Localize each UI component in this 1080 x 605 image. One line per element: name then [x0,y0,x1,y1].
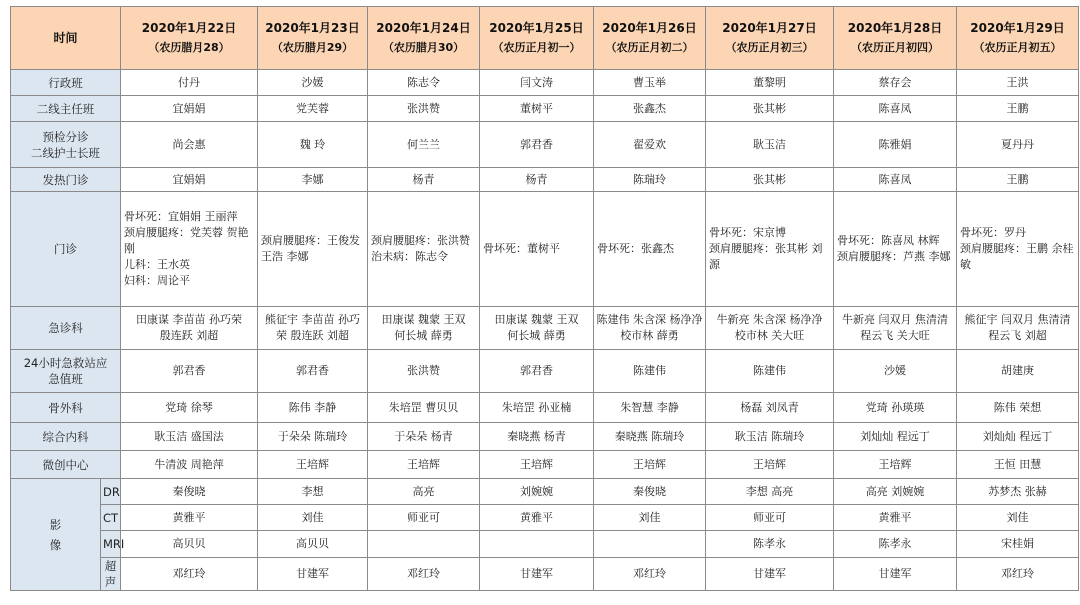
table-row [11,192,1079,307]
schedule-cell: 陈喜凤 [834,168,957,192]
lunar-text: （农历腊月28） [148,41,230,54]
date-text: 2020年1月27日 [722,21,817,35]
lunar-text: （农历正月初四） [851,41,940,54]
row-label: 急诊科 [11,307,121,350]
schedule-cell: 甘建军 [258,558,368,591]
date-text: 2020年1月26日 [602,21,697,35]
schedule-cell: 郭君香 [480,350,594,393]
schedule-cell: 胡建庚 [957,350,1079,393]
schedule-cell: 张其彬 [706,96,834,122]
schedule-cell: 杨青 [480,168,594,192]
imaging-group-label: 影 像 [11,479,101,591]
schedule-cell: 秦晓燕 杨青 [480,423,594,451]
schedule-cell: 颈肩腰腿疼：王俊发 王浩 李娜 [258,192,368,307]
table-row [11,168,1079,192]
schedule-cell: 朱培罡 孙亚楠 [480,393,594,423]
schedule-cell: 陈建伟 朱含深 杨净净 校市林 薛勇 [594,307,706,350]
schedule-cell: 刘灿灿 程远丁 [957,423,1079,451]
date-header [368,7,480,70]
schedule-cell: 翟爱欢 [594,122,706,168]
date-header [957,7,1079,70]
schedule-cell: 黄雅平 [121,505,258,531]
schedule-cell: 甘建军 [706,558,834,591]
row-label: 24小时急救站应 急值班 [11,350,121,393]
row-label: 行政班 [11,70,121,96]
schedule-cell [594,531,706,558]
schedule-cell: 杨青 [368,168,480,192]
date-text: 2020年1月29日 [970,21,1065,35]
schedule-cell: 耿玉洁 陈瑞玲 [706,423,834,451]
schedule-cell: 陈孝永 [834,531,957,558]
schedule-cell: 骨坏死：陈喜凤 林辉 颈肩腰腿疼：芦燕 李娜 [834,192,957,307]
schedule-cell: 王培辉 [258,451,368,479]
schedule-cell: 刘灿灿 程远丁 [834,423,957,451]
schedule-cell: 骨坏死：宋京博 颈肩腰腿疼：张其彬 刘源 [706,192,834,307]
schedule-cell: 陈瑞玲 [594,168,706,192]
schedule-cell: 苏梦杰 张赫 [957,479,1079,505]
row-label: 二线主任班 [11,96,121,122]
schedule-table-wrapper [10,6,1078,591]
row-label: 超声 [101,558,121,591]
schedule-cell: 颈肩腰腿疼：张洪赞 治未病：陈志令 [368,192,480,307]
header-row [11,7,1079,70]
schedule-cell: 李想 高亮 [706,479,834,505]
schedule-cell: 沙媛 [258,70,368,96]
row-label: 发热门诊 [11,168,121,192]
schedule-cell: 邓红玲 [368,558,480,591]
schedule-cell: 王恒 田慧 [957,451,1079,479]
schedule-cell: 王培辉 [480,451,594,479]
schedule-cell: 熊征宇 闫双月 焦清清 程云飞 刘超 [957,307,1079,350]
schedule-cell: 董黎明 [706,70,834,96]
schedule-cell: 熊征宇 李苗苗 孙巧荣 殷连跃 刘超 [258,307,368,350]
schedule-cell: 曹玉举 [594,70,706,96]
schedule-cell: 于朵朵 杨青 [368,423,480,451]
schedule-cell: 党芙蓉 [258,96,368,122]
schedule-cell: 陈孝永 [706,531,834,558]
schedule-cell: 闫文涛 [480,70,594,96]
schedule-cell: 王培辉 [834,451,957,479]
schedule-cell: 高贝贝 [121,531,258,558]
schedule-cell: 王鹏 [957,96,1079,122]
schedule-cell: 骨坏死：宜娟娟 王丽萍 颈肩腰腿疼：党芙蓉 贺艳刚 儿科：王水英 妇科：周论平 [121,192,258,307]
date-text: 2020年1月24日 [376,21,471,35]
schedule-cell: 师亚可 [706,505,834,531]
schedule-cell: 高贝贝 [258,531,368,558]
schedule-cell: 王洪 [957,70,1079,96]
schedule-cell: 张洪赞 [368,350,480,393]
schedule-cell: 邓红玲 [957,558,1079,591]
table-row [11,350,1079,393]
lunar-text: （农历腊月29） [271,41,354,54]
table-row [11,122,1079,168]
table-row [11,451,1079,479]
schedule-cell: 宜娟娟 [121,96,258,122]
schedule-cell: 尚会惠 [121,122,258,168]
schedule-cell: 张鑫杰 [594,96,706,122]
row-label: 骨外科 [11,393,121,423]
schedule-cell: 何兰兰 [368,122,480,168]
schedule-cell: 骨坏死：罗丹 颈肩腰腿疼：王鹏 余桂敏 [957,192,1079,307]
date-header [480,7,594,70]
row-label: 综合内科 [11,423,121,451]
date-header [121,7,258,70]
table-row [11,479,1079,505]
row-label: 微创中心 [11,451,121,479]
schedule-cell: 朱培罡 曹贝贝 [368,393,480,423]
schedule-cell: 郭君香 [121,350,258,393]
time-header: 时间 [11,7,121,70]
schedule-cell: 蔡存会 [834,70,957,96]
schedule-cell: 王培辉 [594,451,706,479]
schedule-cell: 宋桂娟 [957,531,1079,558]
schedule-cell: 魏 玲 [258,122,368,168]
schedule-cell: 陈建伟 [594,350,706,393]
schedule-cell: 陈伟 荣想 [957,393,1079,423]
date-header [706,7,834,70]
schedule-cell: 邓红玲 [121,558,258,591]
table-row [11,70,1079,96]
date-text: 2020年1月28日 [847,21,943,35]
schedule-cell: 郭君香 [480,122,594,168]
date-header [594,7,706,70]
schedule-cell: 高亮 刘婉婉 [834,479,957,505]
row-label: DR [101,479,121,505]
lunar-text: （农历正月初五） [973,41,1062,54]
lunar-text: （农历腊月30） [382,41,465,54]
schedule-cell: 甘建军 [480,558,594,591]
date-header [834,7,957,70]
schedule-cell: 秦晓燕 陈瑞玲 [594,423,706,451]
schedule-cell: 刘佳 [594,505,706,531]
date-text: 2020年1月23日 [265,21,360,35]
schedule-cell: 党琦 徐琴 [121,393,258,423]
schedule-cell: 黄雅平 [480,505,594,531]
row-label: 预检分诊 二线护士长班 [11,122,121,168]
schedule-cell: 董树平 [480,96,594,122]
schedule-cell: 田康谋 魏蒙 王双 何长城 薛勇 [480,307,594,350]
date-text: 2020年1月25日 [489,21,584,35]
schedule-cell: 田康谋 李苗苗 孙巧荣 殷连跃 刘超 [121,307,258,350]
schedule-cell: 陈志令 [368,70,480,96]
schedule-cell: 耿玉洁 盛国法 [121,423,258,451]
schedule-cell [480,531,594,558]
schedule-cell: 邓红玲 [594,558,706,591]
schedule-cell: 陈喜凤 [834,96,957,122]
duty-schedule-table [10,6,1079,591]
schedule-cell: 骨坏死：张鑫杰 [594,192,706,307]
schedule-cell: 师亚可 [368,505,480,531]
schedule-cell: 牛清波 周艳萍 [121,451,258,479]
schedule-cell: 刘婉婉 [480,479,594,505]
schedule-cell: 甘建军 [834,558,957,591]
schedule-cell: 秦俊晓 [121,479,258,505]
table-row [11,423,1079,451]
schedule-body [11,70,1079,591]
schedule-cell: 耿玉洁 [706,122,834,168]
table-row [11,96,1079,122]
row-label: MRI [101,531,121,558]
table-row [11,307,1079,350]
schedule-cell: 秦俊晓 [594,479,706,505]
schedule-cell: 李想 [258,479,368,505]
table-row [11,505,1079,531]
schedule-cell: 沙媛 [834,350,957,393]
schedule-cell: 陈雅娟 [834,122,957,168]
schedule-cell: 王鹏 [957,168,1079,192]
schedule-cell: 陈建伟 [706,350,834,393]
date-text: 2020年1月22日 [141,21,237,35]
schedule-cell: 张其彬 [706,168,834,192]
schedule-cell: 刘佳 [957,505,1079,531]
schedule-cell: 黄雅平 [834,505,957,531]
table-row [11,531,1079,558]
schedule-cell: 田康谋 魏蒙 王双 何长城 薛勇 [368,307,480,350]
schedule-cell: 高亮 [368,479,480,505]
schedule-cell: 刘佳 [258,505,368,531]
row-label: 门诊 [11,192,121,307]
schedule-cell: 郭君香 [258,350,368,393]
schedule-cell: 李娜 [258,168,368,192]
schedule-cell: 朱智慧 李静 [594,393,706,423]
schedule-cell: 骨坏死：董树平 [480,192,594,307]
schedule-cell: 宜娟娟 [121,168,258,192]
schedule-cell: 张洪赞 [368,96,480,122]
schedule-cell: 党琦 孙瑛瑛 [834,393,957,423]
row-label: CT [101,505,121,531]
schedule-cell: 杨磊 刘凤青 [706,393,834,423]
schedule-cell: 于朵朵 陈瑞玲 [258,423,368,451]
table-row [11,393,1079,423]
schedule-cell: 牛新亮 闫双月 焦清清 程云飞 关大旺 [834,307,957,350]
schedule-cell: 牛新亮 朱含深 杨净净 校市林 关大旺 [706,307,834,350]
schedule-cell: 陈伟 李静 [258,393,368,423]
lunar-text: （农历正月初一） [492,41,581,54]
table-row [11,558,1079,591]
schedule-cell: 王培辉 [706,451,834,479]
schedule-cell: 付丹 [121,70,258,96]
schedule-cell: 王培辉 [368,451,480,479]
date-header [258,7,368,70]
lunar-text: （农历正月初三） [725,41,814,54]
lunar-text: （农历正月初二） [605,41,694,54]
schedule-cell [368,531,480,558]
schedule-cell: 夏丹丹 [957,122,1079,168]
